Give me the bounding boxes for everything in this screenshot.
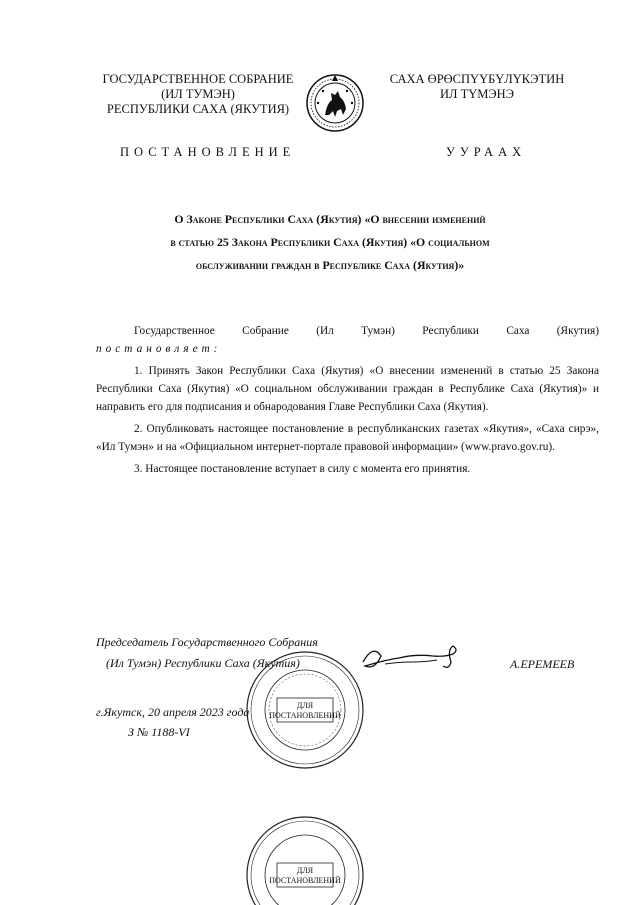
header-left-line: РЕСПУБЛИКИ САХА (ЯКУТИЯ) — [106, 102, 290, 116]
title-line: в статью 25 Закона Республики Саха (Якутия) «О социальном — [170, 235, 490, 249]
stamp-line: ПОСТАНОВЛЕНИЙ — [269, 876, 341, 885]
document-title — [80, 208, 580, 277]
title-line: обслуживании граждан в Республике Саха (Якутия)» — [195, 258, 465, 272]
doc-type-left: ПОСТАНОВЛЕНИЕ — [120, 145, 296, 159]
intro-paragraph: Государственное Собрание (Ил Тумэн) Республики Саха (Якутия) — [134, 325, 599, 337]
place-date: г.Якутск, 20 апреля 2023 года — [96, 705, 250, 719]
handwritten-signature — [355, 640, 465, 680]
header-left-line: (ИЛ ТУМЭН) — [161, 87, 235, 101]
signatory-position-line2: (Ил Тумэн) Республики Саха (Якутия) — [106, 656, 300, 670]
official-stamp — [245, 650, 365, 770]
list-item: 3. Настоящее постановление вступает в силу с момента его принятия. — [134, 463, 471, 475]
header-right-line: САХА ӨРӨСПҮҮБҮЛҮКЭТИН — [389, 72, 565, 86]
header-right-line: ИЛ ТҮМЭНЭ — [440, 87, 514, 101]
document-number: З № 1188-VI — [128, 725, 190, 739]
list-item: 1. Принять Закон Республики Саха (Якутия) «О внесении изменений в статью 25 Закона Республики Саха (Якутия) «О социальном обслуживании граждан в Республике Саха (Якутия)» и направить его для подписания и обнародования Главе Республики Саха (Якутия). — [96, 365, 599, 413]
stamp-line: ПОСТАНОВЛЕНИЙ — [269, 711, 341, 720]
header-right — [372, 72, 582, 102]
stamp-line: ДЛЯ — [296, 866, 314, 875]
doc-type-right: УУРААХ — [446, 145, 527, 159]
document-body — [96, 322, 599, 478]
stamp-line: ДЛЯ — [296, 701, 314, 710]
signatory-name: А.ЕРЕМЕЕВ — [510, 657, 575, 671]
title-line: О Законе Республики Саха (Якутия) «О внесении изменений — [174, 212, 486, 226]
coat-of-arms-icon — [305, 73, 365, 133]
header-left — [88, 72, 308, 117]
header-left-line: ГОСУДАРСТВЕННОЕ СОБРАНИЕ — [102, 72, 294, 86]
official-stamp-partial — [245, 815, 365, 905]
resolves-label: постановляет: — [96, 343, 222, 355]
list-item: 2. Опубликовать настоящее постановление в республиканских газетах «Якутия», «Саха сирэ», «Ил Тумэн» и на «Официальном интернет-портале правовой информации» (www.pravo.gov.ru). — [96, 423, 599, 453]
signatory-position-line1: Председатель Государственного Собрания — [96, 635, 318, 649]
